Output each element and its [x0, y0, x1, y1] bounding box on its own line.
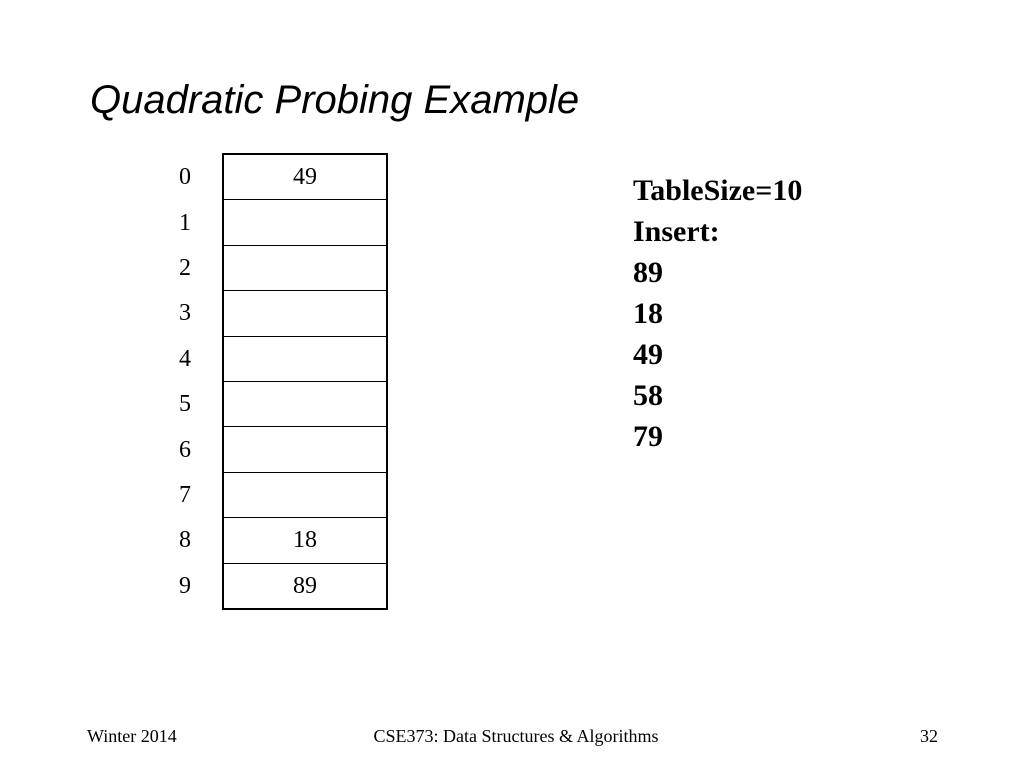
footer-term: Winter 2014	[87, 726, 177, 746]
slide-title: Quadratic Probing Example	[90, 78, 580, 122]
table-cell	[223, 336, 387, 381]
footer-course: CSE373: Data Structures & Algorithms	[373, 726, 659, 746]
row-index: 2	[179, 254, 191, 281]
table-row	[160, 336, 387, 381]
table-size-label: TableSize=10	[633, 174, 803, 207]
row-index: 1	[179, 209, 191, 236]
footer-page-number: 32	[920, 726, 938, 746]
table-cell: 89	[223, 563, 387, 609]
table-cell	[223, 472, 387, 517]
insert-key: 79	[633, 420, 663, 453]
table-row	[160, 518, 387, 563]
table-row	[160, 381, 387, 426]
table-row	[160, 154, 387, 200]
row-index: 5	[179, 391, 191, 418]
table-row	[160, 200, 387, 245]
insert-key: 49	[633, 338, 663, 371]
row-index: 4	[179, 345, 191, 372]
table-row	[160, 427, 387, 472]
table-cell: 18	[223, 518, 387, 563]
table-row	[160, 472, 387, 517]
table-cell	[223, 381, 387, 426]
hash-table	[160, 153, 388, 610]
table-row	[160, 291, 387, 336]
row-index: 3	[179, 300, 191, 327]
table-cell	[223, 245, 387, 290]
table-cell: 49	[223, 154, 387, 200]
insert-key: 18	[633, 297, 663, 330]
table-row	[160, 563, 387, 609]
table-cell	[223, 291, 387, 336]
row-index: 8	[179, 527, 191, 554]
insert-info-panel	[633, 170, 802, 457]
insert-key: 89	[633, 256, 663, 289]
row-index: 9	[179, 572, 191, 599]
row-index: 0	[179, 163, 191, 190]
row-index: 6	[179, 436, 191, 463]
table-cell	[223, 427, 387, 472]
table-row	[160, 245, 387, 290]
row-index: 7	[179, 481, 191, 508]
insert-key: 58	[633, 379, 663, 412]
table-cell	[223, 200, 387, 245]
insert-label: Insert:	[633, 215, 720, 248]
